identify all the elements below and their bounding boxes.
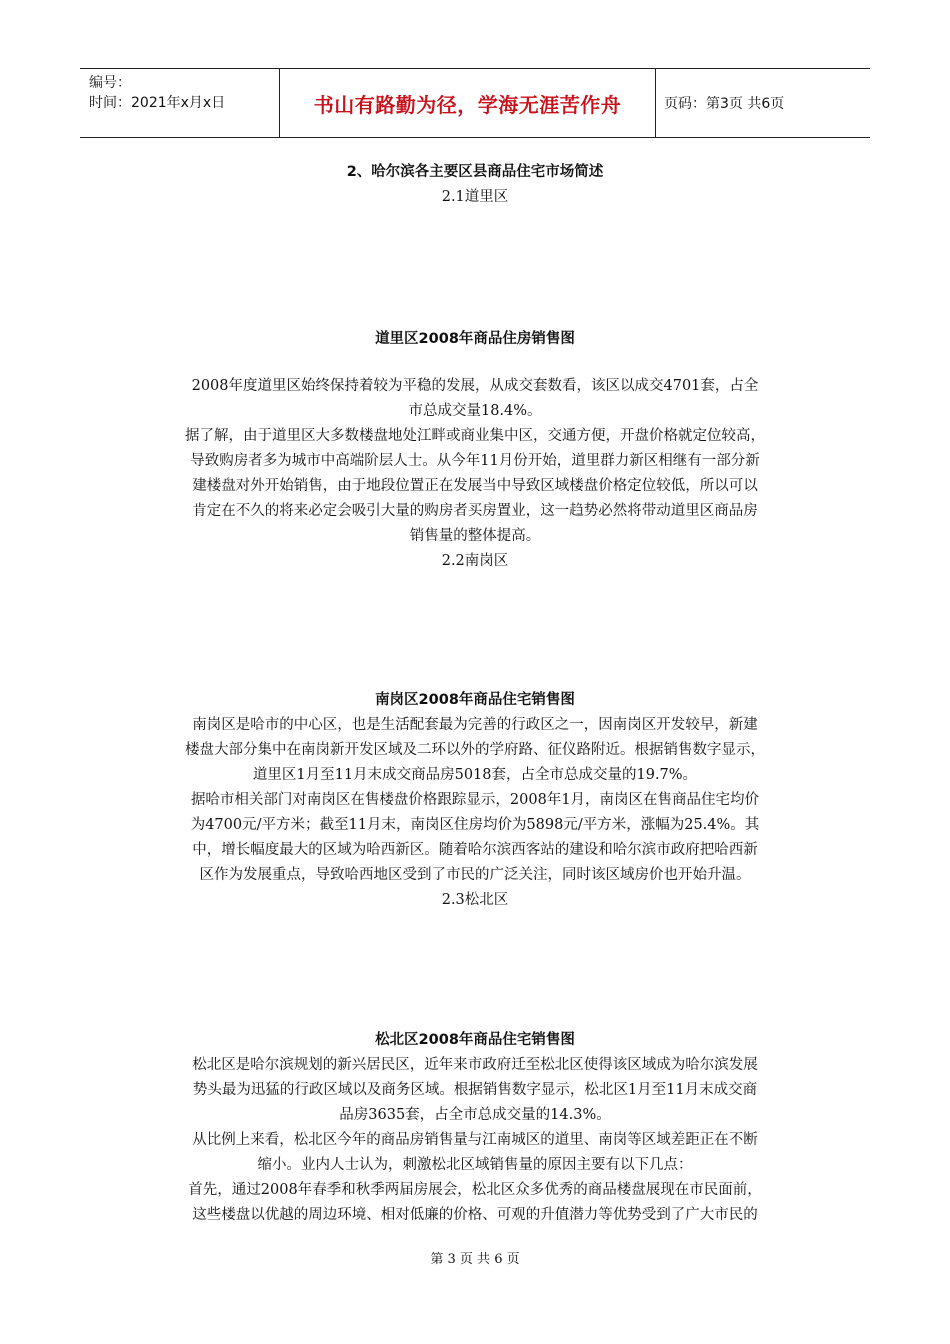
text-line: 据哈市相关部门对南岗区在售楼盘价格跟踪显示，2008年1月，南岗区在售商品住宅均价	[190, 792, 760, 808]
text-line: 势头最为迅猛的行政区域以及商务区域。根据销售数字显示，松北区1月至11月末成交商	[192, 1082, 758, 1098]
text-line: 区作为发展重点，导致哈西地区受到了市民的广泛关注，同时该区域房价也开始升温。	[199, 867, 751, 883]
songbei-chart-caption: 松北区2008年商品住宅销售图	[375, 1032, 575, 1048]
nangang-paragraph	[140, 713, 810, 888]
page-footer: 第 3 页 共 6 页	[430, 1252, 520, 1267]
songbei-paragraph	[140, 1053, 810, 1228]
page-header	[80, 68, 870, 138]
text-line: 道里区1月至11月末成交商品房5018套，占全市总成交量的19.7%。	[252, 767, 698, 783]
text-line: 中，增长幅度最大的区域为哈西新区。随着哈尔滨西客站的建设和哈尔滨市政府把哈西新	[192, 842, 758, 858]
text-line: 南岗区是哈市的中心区，也是生活配套最为完善的行政区之一，因南岗区开发较早，新建	[192, 717, 758, 733]
nangang-heading: 2.2南岗区	[441, 553, 509, 569]
text-line: 缩小。业内人士认为，刺激松北区域销售量的原因主要有以下几点：	[257, 1157, 693, 1173]
text-line: 2008年度道里区始终保持着较为平稳的发展，从成交套数看，该区以成交4701套，占全	[191, 378, 759, 394]
text-line: 从比例上来看，松北区今年的商品房销售量与江南城区的道里、南岗等区域差距正在不断	[192, 1132, 758, 1148]
daoli-heading: 2.1道里区	[441, 189, 509, 205]
text-line: 据了解，由于道里区大多数楼盘地处江畔或商业集中区，交通方便，开盘价格就定位较高，	[185, 428, 765, 444]
text-line: 导致购房者多为城市中高端阶层人士。从今年11月份开始，道里群力新区相继有一部分新	[190, 453, 760, 469]
header-meta	[80, 69, 280, 137]
text-line: 首先，通过2008年春季和秋季两届房展会，松北区众多优秀的商品楼盘展现在市民面前，	[188, 1182, 762, 1198]
daoli-paragraph	[140, 374, 810, 549]
text-line: 肯定在不久的将来必定会吸引大量的购房者买房置业，这一趋势必然将带动道里区商品房	[192, 503, 758, 519]
text-line: 这些楼盘以优越的周边环境、相对低廉的价格、可观的升值潜力等优势受到了广大市民的	[192, 1207, 758, 1223]
text-line: 品房3635套，占全市总成交量的14.3%。	[339, 1107, 611, 1123]
text-line: 销售量的整体提高。	[409, 528, 541, 544]
text-line: 市总成交量18.4%。	[408, 403, 542, 419]
songbei-heading: 2.3松北区	[441, 892, 509, 908]
nangang-chart-caption: 南岗区2008年商品住宅销售图	[375, 692, 575, 708]
section-title: 2、哈尔滨各主要区县商品住宅市场简述	[346, 164, 604, 180]
text-line: 松北区是哈尔滨规划的新兴居民区，近年来市政府迁至松北区使得该区域成为哈尔滨发展	[192, 1057, 758, 1073]
header-page-info: 页码：第3页 共6页	[664, 96, 785, 112]
text-line: 为4700元/平方米；截至11月末，南岗区住房均价为5898元/平方米，涨幅为25.4%。其	[190, 817, 760, 833]
number-label: 编号：	[89, 75, 131, 91]
date-label: 时间：2021年x月x日	[89, 95, 226, 111]
header-motto: 书山有路勤为径，学海无涯苦作舟	[280, 69, 656, 137]
text-line: 建楼盘对外开始销售，由于地段位置正在发展当中导致区域楼盘价格定位较低，所以可以	[192, 478, 758, 494]
daoli-chart-caption: 道里区2008年商品住房销售图	[375, 331, 575, 347]
text-line: 楼盘大部分集中在南岗新开发区域及二环以外的学府路、征仪路附近。根据销售数字显示，	[185, 742, 765, 758]
